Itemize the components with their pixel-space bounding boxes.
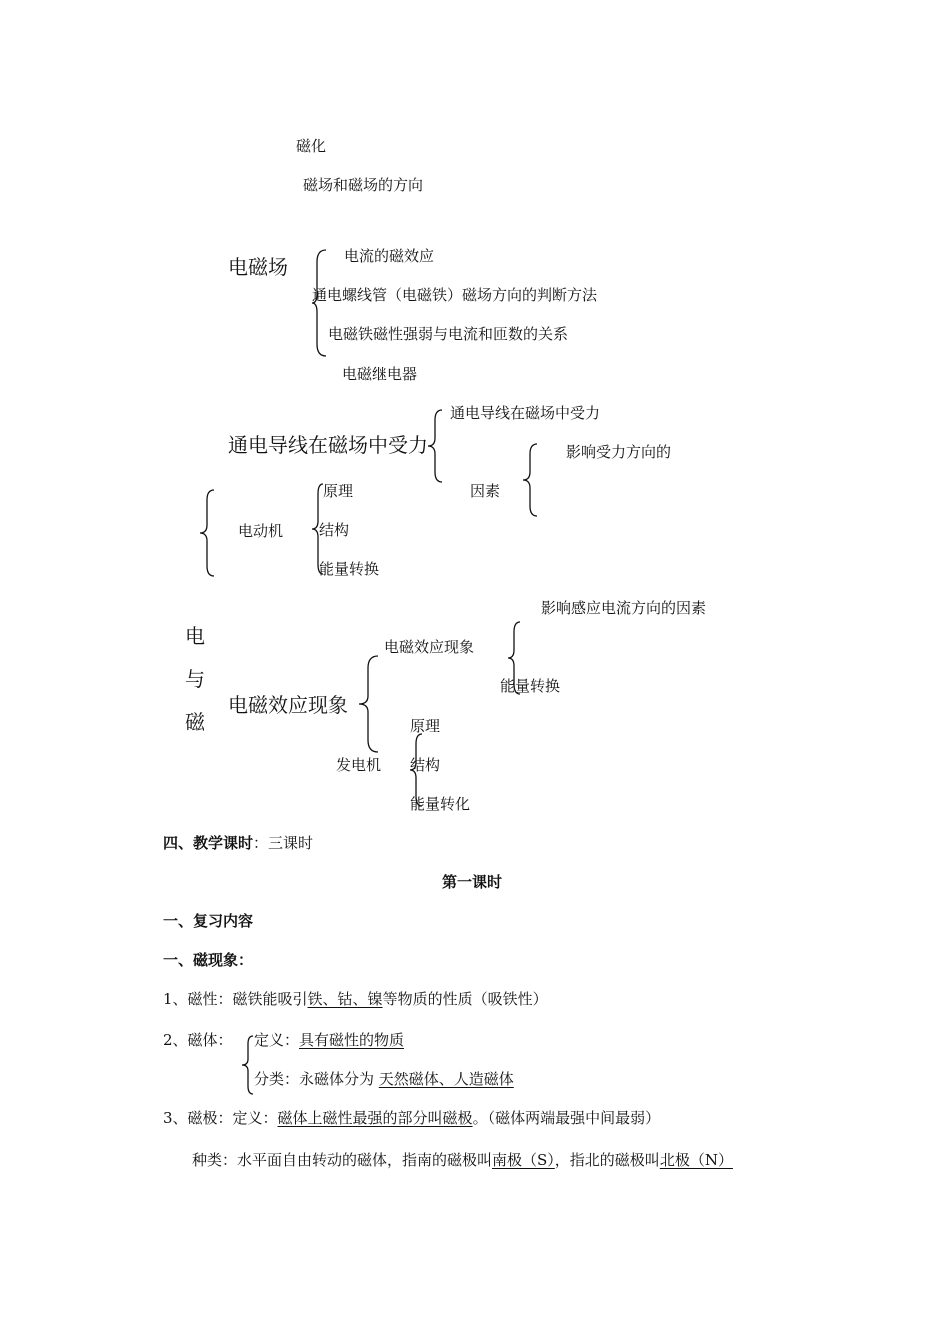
tree-magnetization: 磁化 bbox=[296, 137, 327, 155]
tree-root-char: 磁 bbox=[185, 710, 205, 734]
force-item: 通电导线在磁场中受力 bbox=[450, 404, 601, 422]
motor-item: 结构 bbox=[319, 521, 350, 539]
brace-magnet bbox=[242, 1036, 254, 1094]
induction-phenomenon: 电磁效应现象 bbox=[384, 638, 475, 656]
tree-root-char: 电 bbox=[185, 624, 205, 648]
generator-item: 能量转化 bbox=[410, 795, 471, 813]
tree-root-char: 与 bbox=[185, 667, 205, 691]
section-heading: 一、磁现象： bbox=[163, 951, 254, 969]
phenomenon-item: 影响感应电流方向的因素 bbox=[541, 599, 707, 617]
underlined-answer: 北极（N） bbox=[659, 1151, 733, 1169]
underlined-answer: 磁体上磁性最强的部分叫磁极 bbox=[277, 1109, 473, 1127]
magnet-definition bbox=[254, 1030, 404, 1050]
underlined-answer: 铁、钴、镍 bbox=[307, 990, 383, 1008]
em-field-item: 电磁继电器 bbox=[342, 365, 418, 383]
underlined-answer: 具有磁性的物质 bbox=[299, 1031, 405, 1049]
em-field-item: 电流的磁效应 bbox=[344, 247, 435, 265]
teaching-hours-line bbox=[163, 833, 313, 853]
em-field-item: 通电螺线管（电磁铁）磁场方向的判断方法 bbox=[312, 286, 598, 304]
brace-factor bbox=[523, 444, 539, 516]
line-pole bbox=[163, 1108, 660, 1128]
text: 等物质的性质（吸铁性） bbox=[382, 990, 548, 1008]
tree-field-direction: 磁场和磁场的方向 bbox=[303, 176, 424, 194]
induction-generator: 发电机 bbox=[336, 756, 382, 774]
line-pole-types bbox=[192, 1150, 733, 1170]
tree-em-field-title: 电磁场 bbox=[228, 255, 288, 279]
text: 种类：水平面自由转动的磁体，指南的磁极叫 bbox=[192, 1151, 493, 1169]
phenomenon-item: 能量转换 bbox=[500, 677, 561, 695]
text: 分类：永磁体分为 bbox=[254, 1070, 379, 1088]
brace-force bbox=[428, 410, 444, 482]
lesson-title: 第一课时 bbox=[442, 873, 503, 891]
text: 。（磁体两端最强中间最弱） bbox=[472, 1109, 661, 1127]
motor-item: 能量转换 bbox=[319, 560, 380, 578]
tree-motor-title: 电动机 bbox=[238, 522, 284, 540]
generator-item: 原理 bbox=[410, 717, 441, 735]
motor-item: 原理 bbox=[323, 482, 354, 500]
underlined-answer: 南极（S） bbox=[492, 1151, 555, 1169]
tree-induction-title: 电磁效应现象 bbox=[228, 693, 348, 717]
brace-induction bbox=[358, 656, 380, 752]
teaching-hours-value: ：三课时 bbox=[253, 834, 314, 852]
line-magnetism bbox=[163, 989, 548, 1009]
magnet-classification bbox=[254, 1069, 514, 1089]
text: 定义： bbox=[254, 1031, 300, 1049]
generator-item: 结构 bbox=[410, 756, 441, 774]
underlined-answer: 天然磁体、人造磁体 bbox=[378, 1070, 514, 1088]
magnet-label: 2、磁体： bbox=[163, 1031, 233, 1049]
em-field-item: 电磁铁磁性强弱与电流和匝数的关系 bbox=[328, 325, 569, 343]
text: 3、磁极：定义： bbox=[163, 1109, 278, 1127]
brace-main-upper bbox=[200, 490, 216, 576]
force-factor: 因素 bbox=[470, 482, 501, 500]
force-factor-sub: 影响受力方向的 bbox=[566, 443, 672, 461]
teaching-hours-label: 四、教学课时 bbox=[163, 834, 254, 852]
tree-force-title: 通电导线在磁场中受力 bbox=[228, 433, 428, 457]
text: ，指北的磁极叫 bbox=[554, 1151, 660, 1169]
review-heading: 一、复习内容 bbox=[163, 912, 254, 930]
text: 1、磁性：磁铁能吸引 bbox=[163, 990, 308, 1008]
